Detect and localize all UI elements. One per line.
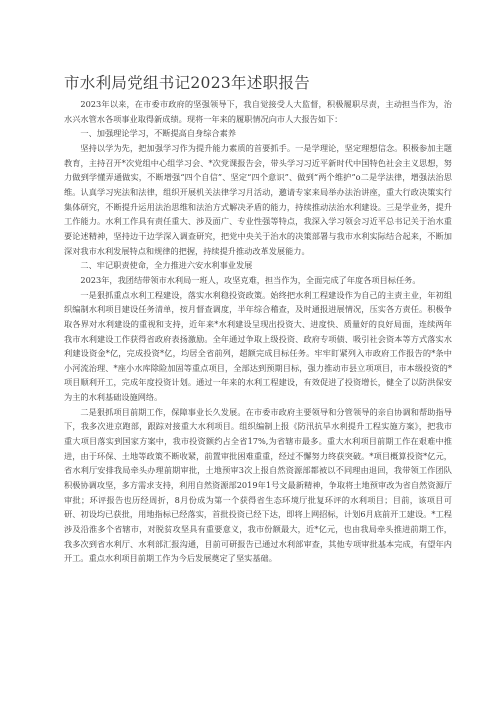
section-2-intro-paragraph: 2023年，我团结带领市水利局一班人，攻坚克难，担当作为，全面完成了年度各项目标任务。: [80, 274, 421, 285]
section-1-paragraph: 坚持以学为先，把加强学习作为提升能力素质的首要抓手。一是学理论，坚定理想信念。积极参加主题教育，主持召开*次党组中心组学习会、*次党课报告会，带头学习习近平新时代中国特色社会主义思想，努力做到学懂弄通做实，不断增强“四个自信”、坚定“四个意识”、做到“两个维护”o二是学法律，增强法治思维。认真学习宪法和法律，组织开展机关法律学习月活动，邀请专家来局举办法治讲座，重大行政决策实行集体研究，不断提升运用法治思维和法治方式解决矛盾的能力，持续推动法治水利建设。三是学业务，提升工作能力。水利工作具有责任重大、涉及面广、专业性强等特点，我深入学习领会习近平总书记关于治水重要论述精神，坚持边干边学深入调查研究，把党中央关于治水的决策部署与我市水利实际结合起来，不断加深对我市水利发展特点和规律的把握，持续提升推动改革发展能力。: [64, 142, 452, 256]
section-2-paragraph-1: 一是狠抓重点水利工程建设，落实水利稳投资政策。始终把水利工程建设作为自己的主责主业，年初组织编制水利项目建设任务清单，按月督查调度，半年综合稽查，及时通报进展情况，压实各方责任。积极争取各界对水利建设的重视和支持，近年来*水利建设呈现出投资大、进度快、质量好的良好局面，连续两年我市水利建设工作获得省政府表扬激励。全年通过争取上级投资、政府专项债、吸引社会资本等方式落实水利建设资金*亿，完成投资*亿，均居全省前列，超额完成目标任务。牢牢盯紧列入市政府工作报告的*条中小河流治理、*座小水库除险加固等重点项目，全部达到预期目标，强力推动市县立项项目，市本级投资的*项目顺利开工，完成年度投资计划。通过一年来的水利工程建设，有效促进了投资增长，健全了以防洪保安为主的水利基础设施网络。: [64, 289, 452, 403]
section-heading-1: 一、加强理论学习，不断提高自身综合素养: [80, 128, 236, 139]
document-body: [64, 97, 452, 566]
section-heading-2: 二、牢记职责使命，全力推进六安水利事业发展: [80, 260, 253, 271]
intro-paragraph: 2023年以来，在市委市政府的坚强领导下，我自觉接受人大监督，积极履职尽责，主动担当作为，治水兴水管水各项事业取得新成绩。现将一年来的履职情况向市人大报告如下：: [64, 99, 452, 124]
document-title: 市水利局党组书记2023年述职报告: [64, 74, 311, 92]
section-2-paragraph-2: 二是狠抓项目前期工作，保障事业长久发展。在市委市政府主要领导和分管领导的亲自协调和帮助指导下，我多次进京跑部，跟踪对接重大水利项目。组织编制上报《防汛抗旱水利提升工程实施方案》，把我市重大项目落实到国家方案中，我市投资额约占全省17%,为省辖市最多。重大水利项目前期工作在艰难中推进，由于环保、土地等政策不断收紧，前置审批困难重重，经过不懈努力终获突破。*项目概算投资*亿元，省水利厅安排我局牵头办理前期审批，土地预审3次上报自然资源部都被以不同理由退回，我带领工作团队积极协调攻坚，多方需求支持，利用自然资源部2019年1号文最新精神，争取将土地预审改为省自然资源厅审批；环评报告也历经周折，8月份成为第一个获得省生态环境厅批复环评的水利项目；目前，该项目可研、初设均已获批，用地指标已经落实，首批投资已经下达，即将上网招标，计划6月底前开工建设。*工程涉及沿淮多个省辖市，对脱贫攻坚具有重要意义，我市份额最大，近*亿元，也由我局牵头推进前期工作，我多次到省水利厅、水利部汇报沟通，目前可研报告已通过水利部审查，其他专项审批基本完成，有望年内开工。重点水利项目前期工作为今后发展奠定了坚实基础。: [64, 406, 452, 564]
